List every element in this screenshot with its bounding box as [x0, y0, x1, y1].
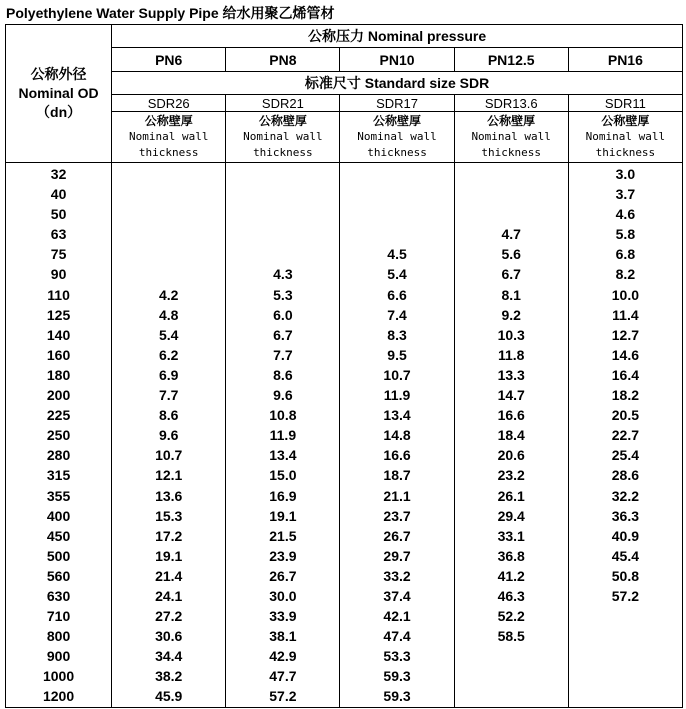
wall-thickness-value	[226, 184, 339, 204]
nominal-od-value: 1000	[42, 668, 75, 685]
wall-thickness-value: 3.0	[615, 166, 636, 182]
wall-thickness-value: 6.7	[501, 266, 521, 283]
wall-thickness-value: 11.9	[383, 387, 411, 404]
nominal-od-value: 140	[46, 326, 71, 343]
wall-thickness-value	[112, 204, 225, 224]
wall-thickness-label-en: Nominal wall	[471, 130, 551, 143]
wall-thickness-value: 30.6	[155, 628, 183, 645]
wall-thickness-value: 29.4	[497, 507, 525, 524]
wall-thickness-value: 9.6	[273, 387, 293, 404]
wall-thickness-value	[112, 244, 225, 264]
nominal-od-value: 355	[46, 487, 71, 504]
nominal-od-value: 315	[46, 467, 71, 484]
wall-thickness-label-en: Nominal wall	[585, 130, 666, 143]
wall-thickness-value: 26.7	[383, 527, 411, 544]
wall-thickness-value: 14.7	[497, 387, 525, 404]
wall-thickness-value: 6.8	[615, 246, 636, 263]
wall-thickness-value: 4.3	[273, 266, 293, 283]
wall-thickness-value	[569, 646, 682, 666]
wall-thickness-value: 36.3	[611, 507, 639, 524]
wall-thickness-value: 8.3	[387, 326, 407, 343]
wall-thickness-label-cn: 公称壁厚	[144, 114, 193, 128]
wall-thickness-label-en-2: thickness	[138, 146, 199, 159]
wall-thickness-value: 45.9	[155, 688, 183, 705]
wall-thickness-value: 18.4	[497, 427, 525, 444]
wall-thickness-value	[226, 244, 339, 264]
nominal-od-value: 900	[46, 648, 71, 665]
wall-thickness-value: 9.2	[501, 306, 521, 323]
wall-thickness-value: 38.1	[269, 628, 297, 645]
wall-thickness-value: 16.6	[383, 447, 411, 464]
wall-thickness-value: 40.9	[611, 527, 639, 544]
wall-thickness-value: 12.7	[611, 326, 639, 343]
pipe-spec-table	[5, 24, 683, 708]
wall-thickness-value: 59.3	[383, 668, 411, 685]
nominal-od-value: 560	[46, 567, 71, 584]
wall-thickness-value	[455, 184, 568, 204]
document-title: Polyethylene Water Supply Pipe 给水用聚乙烯管材	[6, 5, 335, 21]
sdr-header: SDR26	[112, 95, 226, 112]
pressure-class-header: PN16	[568, 48, 682, 72]
wall-thickness-value: 58.5	[497, 628, 525, 645]
wall-thickness-value: 5.6	[501, 246, 521, 263]
wall-thickness-value: 46.3	[497, 587, 525, 604]
wall-thickness-header	[568, 112, 682, 163]
wall-thickness-value: 13.4	[269, 447, 297, 464]
nominal-od-value: 450	[46, 527, 71, 544]
wall-thickness-value: 10.7	[383, 366, 411, 383]
wall-thickness-value: 23.9	[269, 547, 297, 564]
nominal-od-value: 710	[46, 608, 71, 625]
wall-thickness-value: 33.2	[383, 567, 411, 584]
wall-thickness-value: 3.7	[615, 186, 636, 203]
wall-thickness-value: 16.4	[611, 366, 639, 383]
wall-thickness-value: 18.7	[383, 467, 411, 484]
wall-thickness-value	[226, 224, 339, 244]
wall-thickness-value: 27.2	[155, 608, 183, 625]
wall-thickness-value: 21.4	[155, 567, 183, 584]
wall-thickness-value	[112, 224, 225, 244]
wall-thickness-value: 14.6	[611, 346, 639, 363]
wall-thickness-value: 10.3	[497, 326, 525, 343]
pressure-class-header: PN12.5	[454, 48, 568, 72]
wall-thickness-value: 52.2	[497, 608, 525, 625]
wall-thickness-label-cn: 公称壁厚	[258, 114, 307, 128]
wall-thickness-value: 6.7	[273, 326, 293, 343]
wall-thickness-value: 16.6	[497, 407, 525, 424]
nominal-od-value: 32	[50, 166, 67, 182]
wall-thickness-value: 19.1	[155, 547, 183, 564]
wall-thickness-value: 50.8	[611, 567, 639, 584]
wall-thickness-value: 5.8	[615, 226, 636, 243]
wall-thickness-value: 34.4	[155, 648, 183, 665]
wall-thickness-value: 29.7	[383, 547, 411, 564]
wall-thickness-value: 18.2	[611, 387, 639, 404]
wall-thickness-value: 25.4	[611, 447, 639, 464]
wall-thickness-value: 28.6	[611, 467, 639, 484]
wall-thickness-value: 47.4	[383, 628, 411, 645]
wall-thickness-value: 5.4	[158, 326, 179, 343]
nominal-od-value: 1200	[42, 688, 75, 705]
wall-thickness-value: 8.6	[273, 366, 293, 383]
wall-thickness-value: 7.7	[158, 387, 179, 404]
wall-thickness-value	[112, 164, 225, 184]
wall-thickness-value: 42.1	[383, 608, 411, 625]
sdr-header: SDR17	[340, 95, 454, 112]
nominal-od-value: 400	[46, 507, 71, 524]
wall-thickness-value: 19.1	[269, 507, 297, 524]
wall-thickness-value: 20.6	[497, 447, 525, 464]
sdr-header: SDR11	[568, 95, 682, 112]
wall-thickness-value: 8.2	[615, 266, 636, 283]
pressure-class-header: PN8	[226, 48, 340, 72]
wall-thickness-header	[340, 112, 454, 163]
wall-thickness-value: 13.4	[383, 407, 411, 424]
wall-thickness-value	[455, 204, 568, 224]
nominal-od-value: 110	[47, 286, 70, 303]
wall-thickness-value: 59.3	[383, 688, 411, 705]
wall-thickness-value: 37.4	[383, 587, 411, 604]
nominal-od-value: 50	[50, 206, 67, 223]
wall-thickness-column	[340, 163, 454, 708]
wall-thickness-label-en-2: thickness	[253, 146, 313, 159]
nominal-od-value: 225	[46, 407, 71, 424]
wall-thickness-value: 6.2	[158, 346, 179, 363]
wall-thickness-value: 57.2	[269, 688, 297, 705]
wall-thickness-label-en: Nominal wall	[357, 130, 437, 143]
wall-thickness-value	[340, 184, 453, 204]
wall-thickness-label-en-2: thickness	[367, 146, 427, 159]
wall-thickness-value: 41.2	[497, 567, 525, 584]
wall-thickness-value: 4.8	[158, 306, 179, 323]
wall-thickness-label-en: Nominal wall	[243, 130, 323, 143]
wall-thickness-value: 11.8	[497, 346, 525, 363]
od-header-cn: 公称外径	[30, 66, 87, 82]
wall-thickness-label-cn: 公称壁厚	[373, 114, 422, 128]
wall-thickness-value: 30.0	[269, 587, 297, 604]
wall-thickness-value: 38.2	[155, 668, 183, 685]
nominal-od-value: 125	[46, 306, 71, 323]
wall-thickness-value: 10.0	[611, 286, 639, 303]
wall-thickness-value: 13.3	[497, 366, 525, 383]
wall-thickness-value	[569, 666, 682, 686]
wall-thickness-value: 53.3	[383, 648, 411, 665]
wall-thickness-label-en-2: thickness	[595, 146, 656, 159]
wall-thickness-value	[340, 164, 453, 184]
wall-thickness-value	[455, 164, 568, 184]
wall-thickness-value: 10.8	[269, 407, 297, 424]
nominal-od-value: 160	[46, 346, 71, 363]
nominal-od-value: 630	[46, 587, 71, 604]
nominal-od-value: 800	[46, 628, 71, 645]
wall-thickness-value: 5.4	[387, 266, 407, 283]
wall-thickness-label-en-2: thickness	[481, 146, 541, 159]
wall-thickness-value	[340, 204, 453, 224]
wall-thickness-value: 11.9	[269, 427, 297, 444]
wall-thickness-value: 26.7	[269, 567, 297, 584]
wall-thickness-value: 13.6	[155, 487, 183, 504]
wall-thickness-value	[226, 204, 339, 224]
wall-thickness-value: 33.9	[269, 608, 297, 625]
wall-thickness-value: 7.7	[273, 346, 293, 363]
wall-thickness-value	[112, 184, 225, 204]
wall-thickness-header	[112, 112, 226, 163]
nominal-od-value: 90	[50, 266, 67, 283]
wall-thickness-value: 6.6	[387, 286, 407, 303]
wall-thickness-value	[340, 224, 453, 244]
wall-thickness-value: 4.7	[501, 226, 521, 243]
wall-thickness-value: 20.5	[611, 407, 639, 424]
wall-thickness-value: 23.7	[383, 507, 411, 524]
wall-thickness-column	[112, 163, 226, 708]
wall-thickness-value: 8.1	[501, 286, 521, 303]
wall-thickness-value: 42.9	[269, 648, 297, 665]
wall-thickness-value	[226, 164, 339, 184]
nominal-od-value: 75	[50, 246, 67, 263]
nominal-od-value: 500	[46, 547, 71, 564]
wall-thickness-value: 33.1	[497, 527, 525, 544]
nominal-od-value: 280	[46, 447, 71, 464]
wall-thickness-value	[112, 264, 225, 284]
wall-thickness-value	[569, 626, 682, 646]
wall-thickness-value: 14.8	[383, 427, 411, 444]
wall-thickness-value: 9.6	[158, 427, 179, 444]
wall-thickness-value: 4.6	[615, 206, 636, 223]
nominal-od-value: 63	[50, 226, 67, 243]
wall-thickness-column	[226, 163, 340, 708]
wall-thickness-label-cn: 公称壁厚	[487, 114, 536, 128]
wall-thickness-value: 6.9	[158, 366, 179, 383]
sdr-header: SDR13.6	[454, 95, 568, 112]
wall-thickness-value	[569, 686, 682, 706]
wall-thickness-value: 47.7	[269, 668, 297, 685]
wall-thickness-value: 36.8	[497, 547, 525, 564]
wall-thickness-value: 57.2	[611, 587, 639, 604]
standard-size-header: 标准尺寸 Standard size SDR	[112, 72, 683, 95]
wall-thickness-value: 8.6	[158, 407, 179, 424]
wall-thickness-value: 10.7	[155, 447, 183, 464]
wall-thickness-value	[455, 666, 568, 686]
wall-thickness-value: 7.4	[387, 306, 407, 323]
wall-thickness-value: 9.5	[387, 346, 407, 363]
wall-thickness-value: 4.2	[158, 286, 179, 303]
wall-thickness-label-cn: 公称壁厚	[601, 114, 650, 128]
wall-thickness-value	[455, 646, 568, 666]
wall-thickness-value: 21.5	[269, 527, 297, 544]
nominal-pressure-header: 公称压力 Nominal pressure	[112, 25, 683, 48]
wall-thickness-value	[455, 686, 568, 706]
wall-thickness-header	[226, 112, 340, 163]
wall-thickness-column	[454, 163, 568, 708]
wall-thickness-value: 15.0	[269, 467, 297, 484]
od-header-unit: （dn）	[36, 104, 82, 120]
wall-thickness-value: 15.3	[155, 507, 183, 524]
wall-thickness-value: 4.5	[387, 246, 407, 263]
wall-thickness-value: 12.1	[155, 467, 183, 484]
wall-thickness-value	[569, 606, 682, 626]
nominal-od-value: 40	[50, 186, 67, 203]
wall-thickness-value: 17.2	[155, 527, 183, 544]
od-header-en: Nominal OD	[18, 85, 99, 101]
wall-thickness-value: 32.2	[611, 487, 639, 504]
wall-thickness-value: 45.4	[611, 547, 639, 564]
sdr-header: SDR21	[226, 95, 340, 112]
wall-thickness-value: 21.1	[383, 487, 411, 504]
nominal-od-header	[6, 25, 112, 163]
nominal-od-value: 180	[46, 366, 71, 383]
wall-thickness-label-en: Nominal wall	[128, 130, 209, 143]
wall-thickness-value: 16.9	[269, 487, 297, 504]
nominal-od-value: 250	[46, 427, 71, 444]
wall-thickness-value: 11.4	[612, 306, 639, 323]
pressure-class-header: PN6	[112, 48, 226, 72]
nominal-od-value: 200	[46, 387, 71, 404]
wall-thickness-value: 6.0	[273, 306, 293, 323]
wall-thickness-value: 5.3	[273, 286, 293, 303]
nominal-od-column	[6, 163, 112, 708]
wall-thickness-value: 23.2	[497, 467, 525, 484]
wall-thickness-column	[568, 163, 682, 708]
data-body-row	[6, 163, 683, 708]
wall-thickness-header	[454, 112, 568, 163]
wall-thickness-value: 26.1	[497, 487, 525, 504]
wall-thickness-value: 22.7	[611, 427, 639, 444]
pressure-class-header: PN10	[340, 48, 454, 72]
wall-thickness-value: 24.1	[155, 587, 183, 604]
